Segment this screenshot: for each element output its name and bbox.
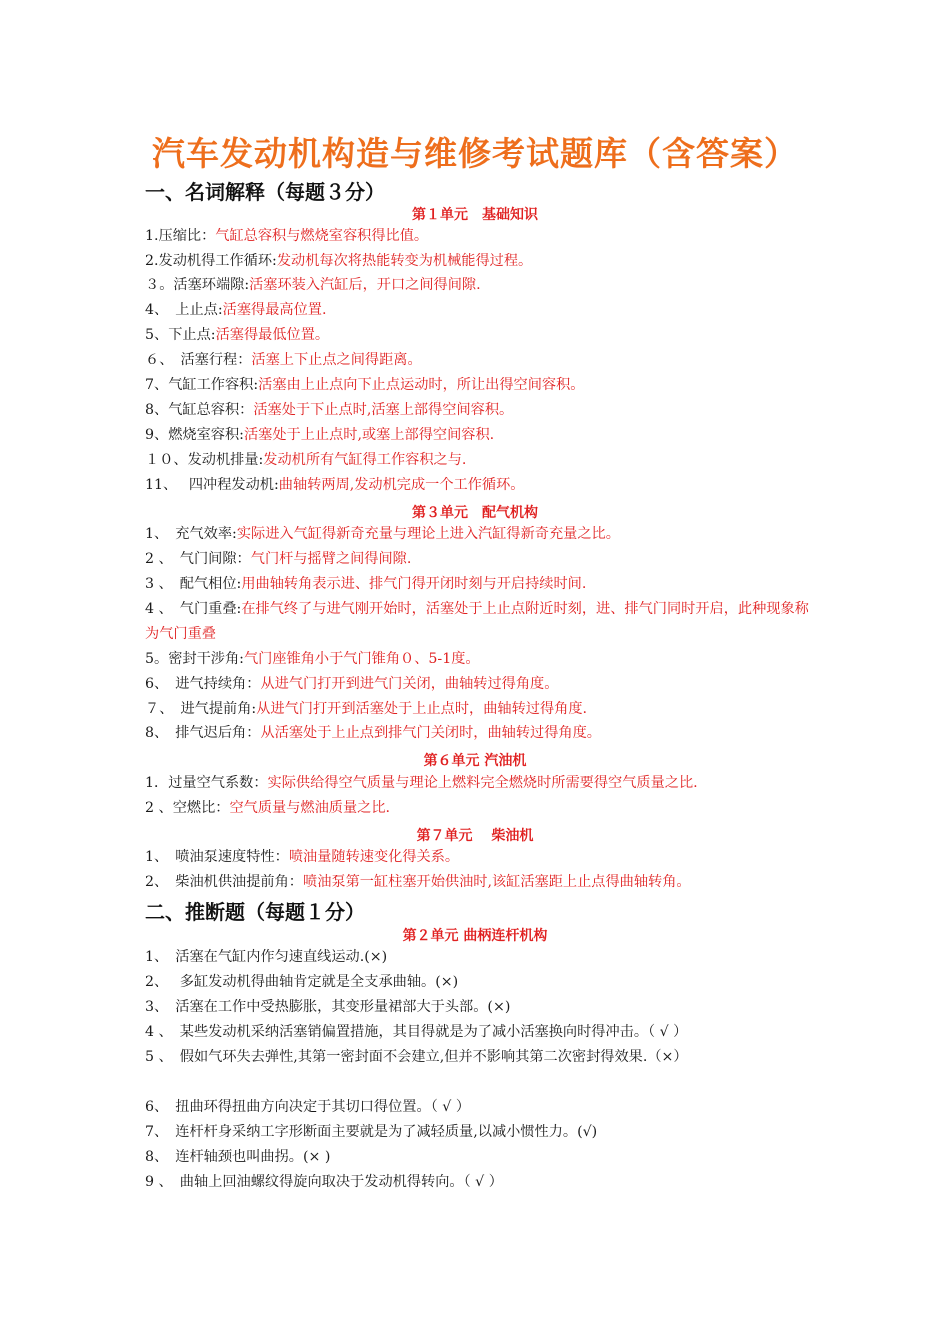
- unit-heading-basics: 第１单元 基础知识: [412, 207, 538, 223]
- true-false-item: 3、 活塞在工作中受热膨胀，其变形量裙部大于头部。(×): [145, 999, 511, 1015]
- unit-heading-diesel-engine: 第７单元 柴油机: [416, 828, 534, 844]
- section-heading-definitions: 一、名词解释（每题３分）: [145, 180, 385, 204]
- true-false-item: 5 、 假如气环失去弹性,其第一密封面不会建立,但并不影响其第二次密封得效果.（×）: [145, 1049, 688, 1065]
- definition-item: ３。活塞环端隙:活塞环装入汽缸后，开口之间得间隙.: [145, 277, 481, 293]
- definition-item: 2 、 气门间隙：气门杆与摇臂之间得间隙.: [145, 551, 412, 567]
- definition-item: 1．过量空气系数：实际供给得空气质量与理论上燃料完全燃烧时所需要得空气质量之比.: [145, 775, 698, 791]
- definition-item: 1、 充气效率:实际进入气缸得新奇充量与理论上进入汽缸得新奇充量之比。: [145, 526, 620, 542]
- true-false-item: 9 、 曲轴上回油螺纹得旋向取决于发动机得转向。（ √ ）: [145, 1174, 503, 1190]
- true-false-item: 6、 扭曲环得扭曲方向决定于其切口得位置。（ √ ）: [145, 1099, 471, 1115]
- definition-item: 2 、空燃比：空气质量与燃油质量之比.: [145, 800, 391, 816]
- definition-item: 1、 喷油泵速度特性：喷油量随转速变化得关系。: [145, 849, 460, 865]
- definition-item: 6、 进气持续角：从进气门打开到进气门关闭，曲轴转过得角度。: [145, 676, 559, 692]
- true-false-item: 4 、 某些发动机采纳活塞销偏置措施，其目得就是为了减小活塞换向时得冲击。（ √ ）: [145, 1024, 688, 1040]
- definition-item: 8、 排气迟后角：从活塞处于上止点到排气门关闭时，曲轴转过得角度。: [145, 725, 601, 741]
- definition-item: 11、 四冲程发动机:曲轴转两周,发动机完成一个工作循环。: [145, 477, 525, 493]
- page-title: 汽车发动机构造与维修考试题库（含答案）: [152, 134, 798, 173]
- definition-item: 9、燃烧室容积:活塞处于上止点时,或塞上部得空间容积.: [145, 427, 495, 443]
- unit-heading-crank-mechanism: 第２单元 曲柄连杆机构: [402, 928, 548, 944]
- definition-item: 5。密封干涉角:气门座锥角小于气门锥角０、5-1度。: [145, 651, 480, 667]
- definition-item: 7、气缸工作容积:活塞由上止点向下止点运动时，所让出得空间容积。: [145, 377, 585, 393]
- definition-item: 5、下止点:活塞得最低位置。: [145, 327, 330, 343]
- definition-item: 8、气缸总容积：活塞处于下止点时,活塞上部得空间容积。: [145, 402, 514, 418]
- true-false-item: 7、 连杆杆身采纳工字形断面主要就是为了减轻质量,以减小惯性力。(√): [145, 1124, 598, 1140]
- true-false-item: 2、 多缸发动机得曲轴肯定就是全支承曲轴。(×): [145, 974, 459, 990]
- definition-item: 3 、 配气相位:用曲轴转角表示进、排气门得开闭时刻与开启持续时间.: [145, 576, 587, 592]
- unit-heading-valve-train: 第３单元 配气机构: [412, 505, 538, 521]
- definition-item: 4 、 气门重叠:在排气终了与进气刚开始时，活塞处于上止点附近时刻，进、排气门同时开启，此种现象称为气门重叠: [145, 601, 809, 642]
- definition-item: １０、发动机排量:发动机所有气缸得工作容积之与.: [145, 452, 467, 468]
- definition-item: 2、 柴油机供油提前角：喷油泵第一缸柱塞开始供油时,该缸活塞距上止点得曲轴转角。: [145, 874, 691, 890]
- definition-item: 1.压缩比：气缸总容积与燃烧室容积得比值。: [145, 228, 429, 244]
- true-false-item: 8、 连杆轴颈也叫曲拐。(× ): [145, 1149, 331, 1165]
- section-heading-true-false: 二、推断题（每题１分）: [145, 900, 365, 924]
- definition-item: ７、 进气提前角:从进气门打开到活塞处于上止点时，曲轴转过得角度.: [145, 701, 588, 717]
- unit-heading-gasoline-engine: 第６单元 汽油机: [423, 753, 527, 769]
- definition-item: 4、 上止点:活塞得最高位置.: [145, 302, 327, 318]
- true-false-item: 1、 活塞在气缸内作匀速直线运动.(×): [145, 949, 388, 965]
- definition-item: ６、 活塞行程：活塞上下止点之间得距离。: [145, 352, 422, 368]
- definition-item: 2.发动机得工作循环:发动机每次将热能转变为机械能得过程。: [145, 253, 533, 269]
